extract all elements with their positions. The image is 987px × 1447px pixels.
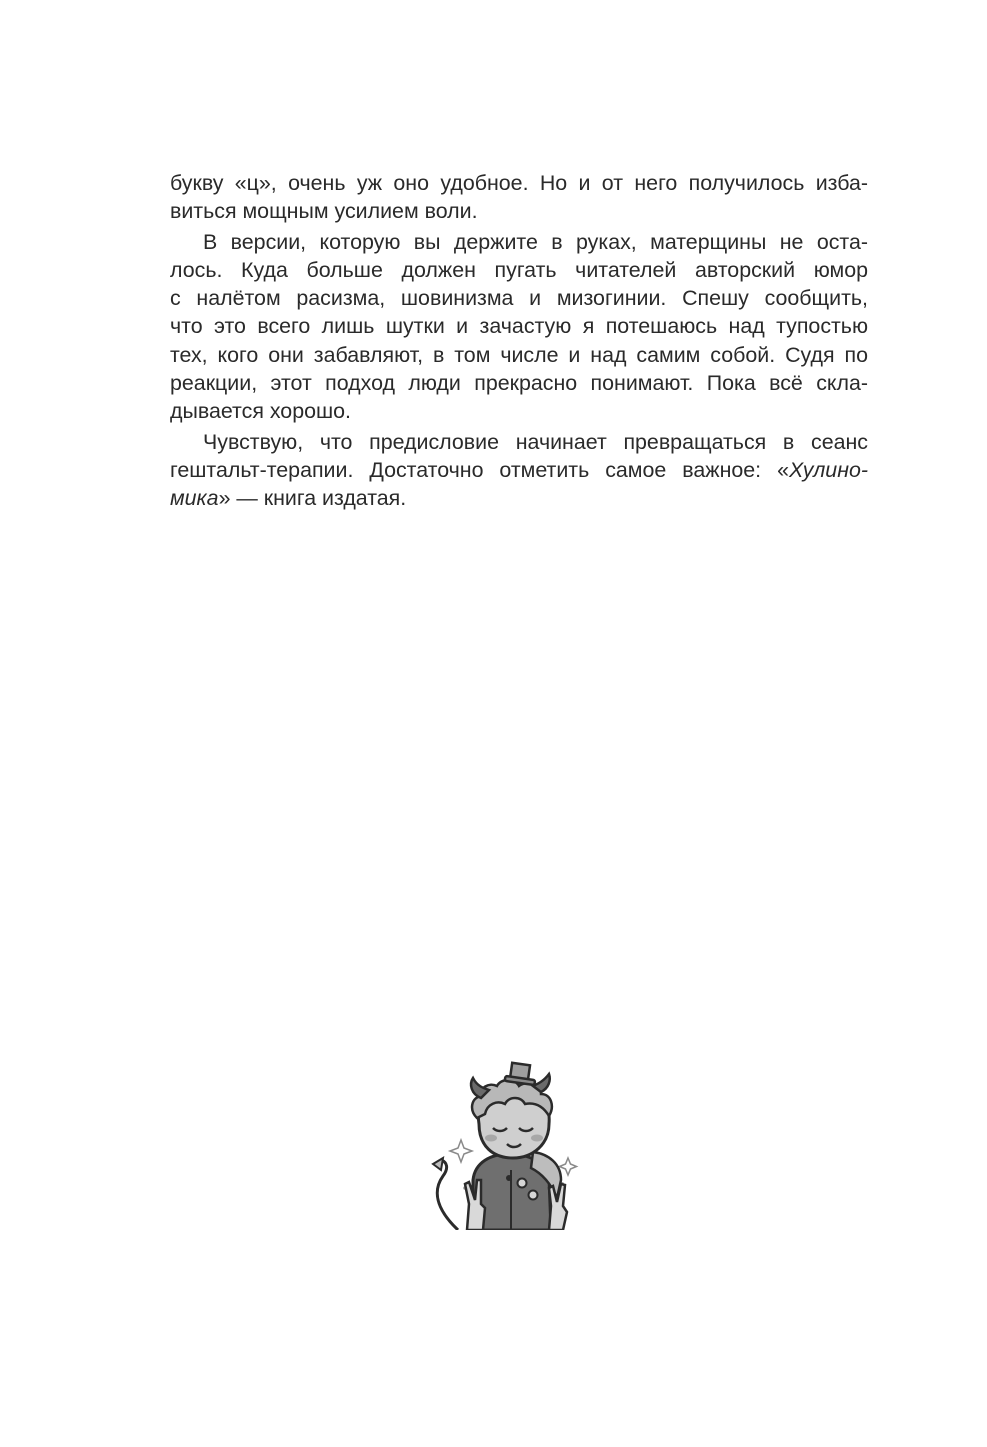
text-line: дывается хорошо.: [170, 399, 351, 424]
text-line: что это всего лишь шутки и зачастую я потешаюсь над тупостью: [170, 314, 868, 339]
text-line: букву «ц», очень уж оно удобное. Но и от него получилось изба-: [170, 171, 868, 195]
tail-tip: [433, 1158, 443, 1170]
text-line: лось. Куда больше должен пугать читателей авторский юмор: [170, 257, 868, 282]
text-line: [170, 456, 868, 484]
cheek: [485, 1135, 497, 1142]
hand-left: [465, 1180, 485, 1230]
text-line: В версии, которую вы держите в руках, матерщины не оста-: [203, 229, 868, 254]
book-title-fragment: Хулино-: [788, 457, 868, 482]
cheek: [531, 1135, 543, 1142]
devil-illustration: [425, 1058, 585, 1230]
book-title-fragment: мика: [170, 486, 219, 511]
text-line: реакции, этот подход люди прекрасно понимают. Пока всё скла-: [170, 371, 868, 396]
badge: [529, 1191, 538, 1200]
text-line: тех, кого они забавляют, в том числе и над самим собой. Судя по: [170, 342, 868, 367]
text-fragment: гештальт-терапии. Достаточно отметить самое важное: «: [170, 457, 789, 482]
text-line: [170, 484, 868, 512]
text-fragment: » — книга издатая.: [218, 486, 407, 511]
text-line: виться мощным усилием воли.: [170, 199, 478, 224]
badge: [518, 1179, 527, 1188]
sparkle-right-icon: [560, 1158, 577, 1175]
sparkle-left-icon: [450, 1140, 472, 1162]
body-text: [170, 169, 868, 513]
button: [506, 1175, 512, 1181]
little-devil-character-icon: [425, 1058, 585, 1230]
text-line: Чувствую, что предисловие начинает превращаться в сеанс: [203, 429, 868, 454]
text-line: с налётом расизма, шовинизма и мизогинии. Спешу сообщить,: [170, 286, 868, 311]
